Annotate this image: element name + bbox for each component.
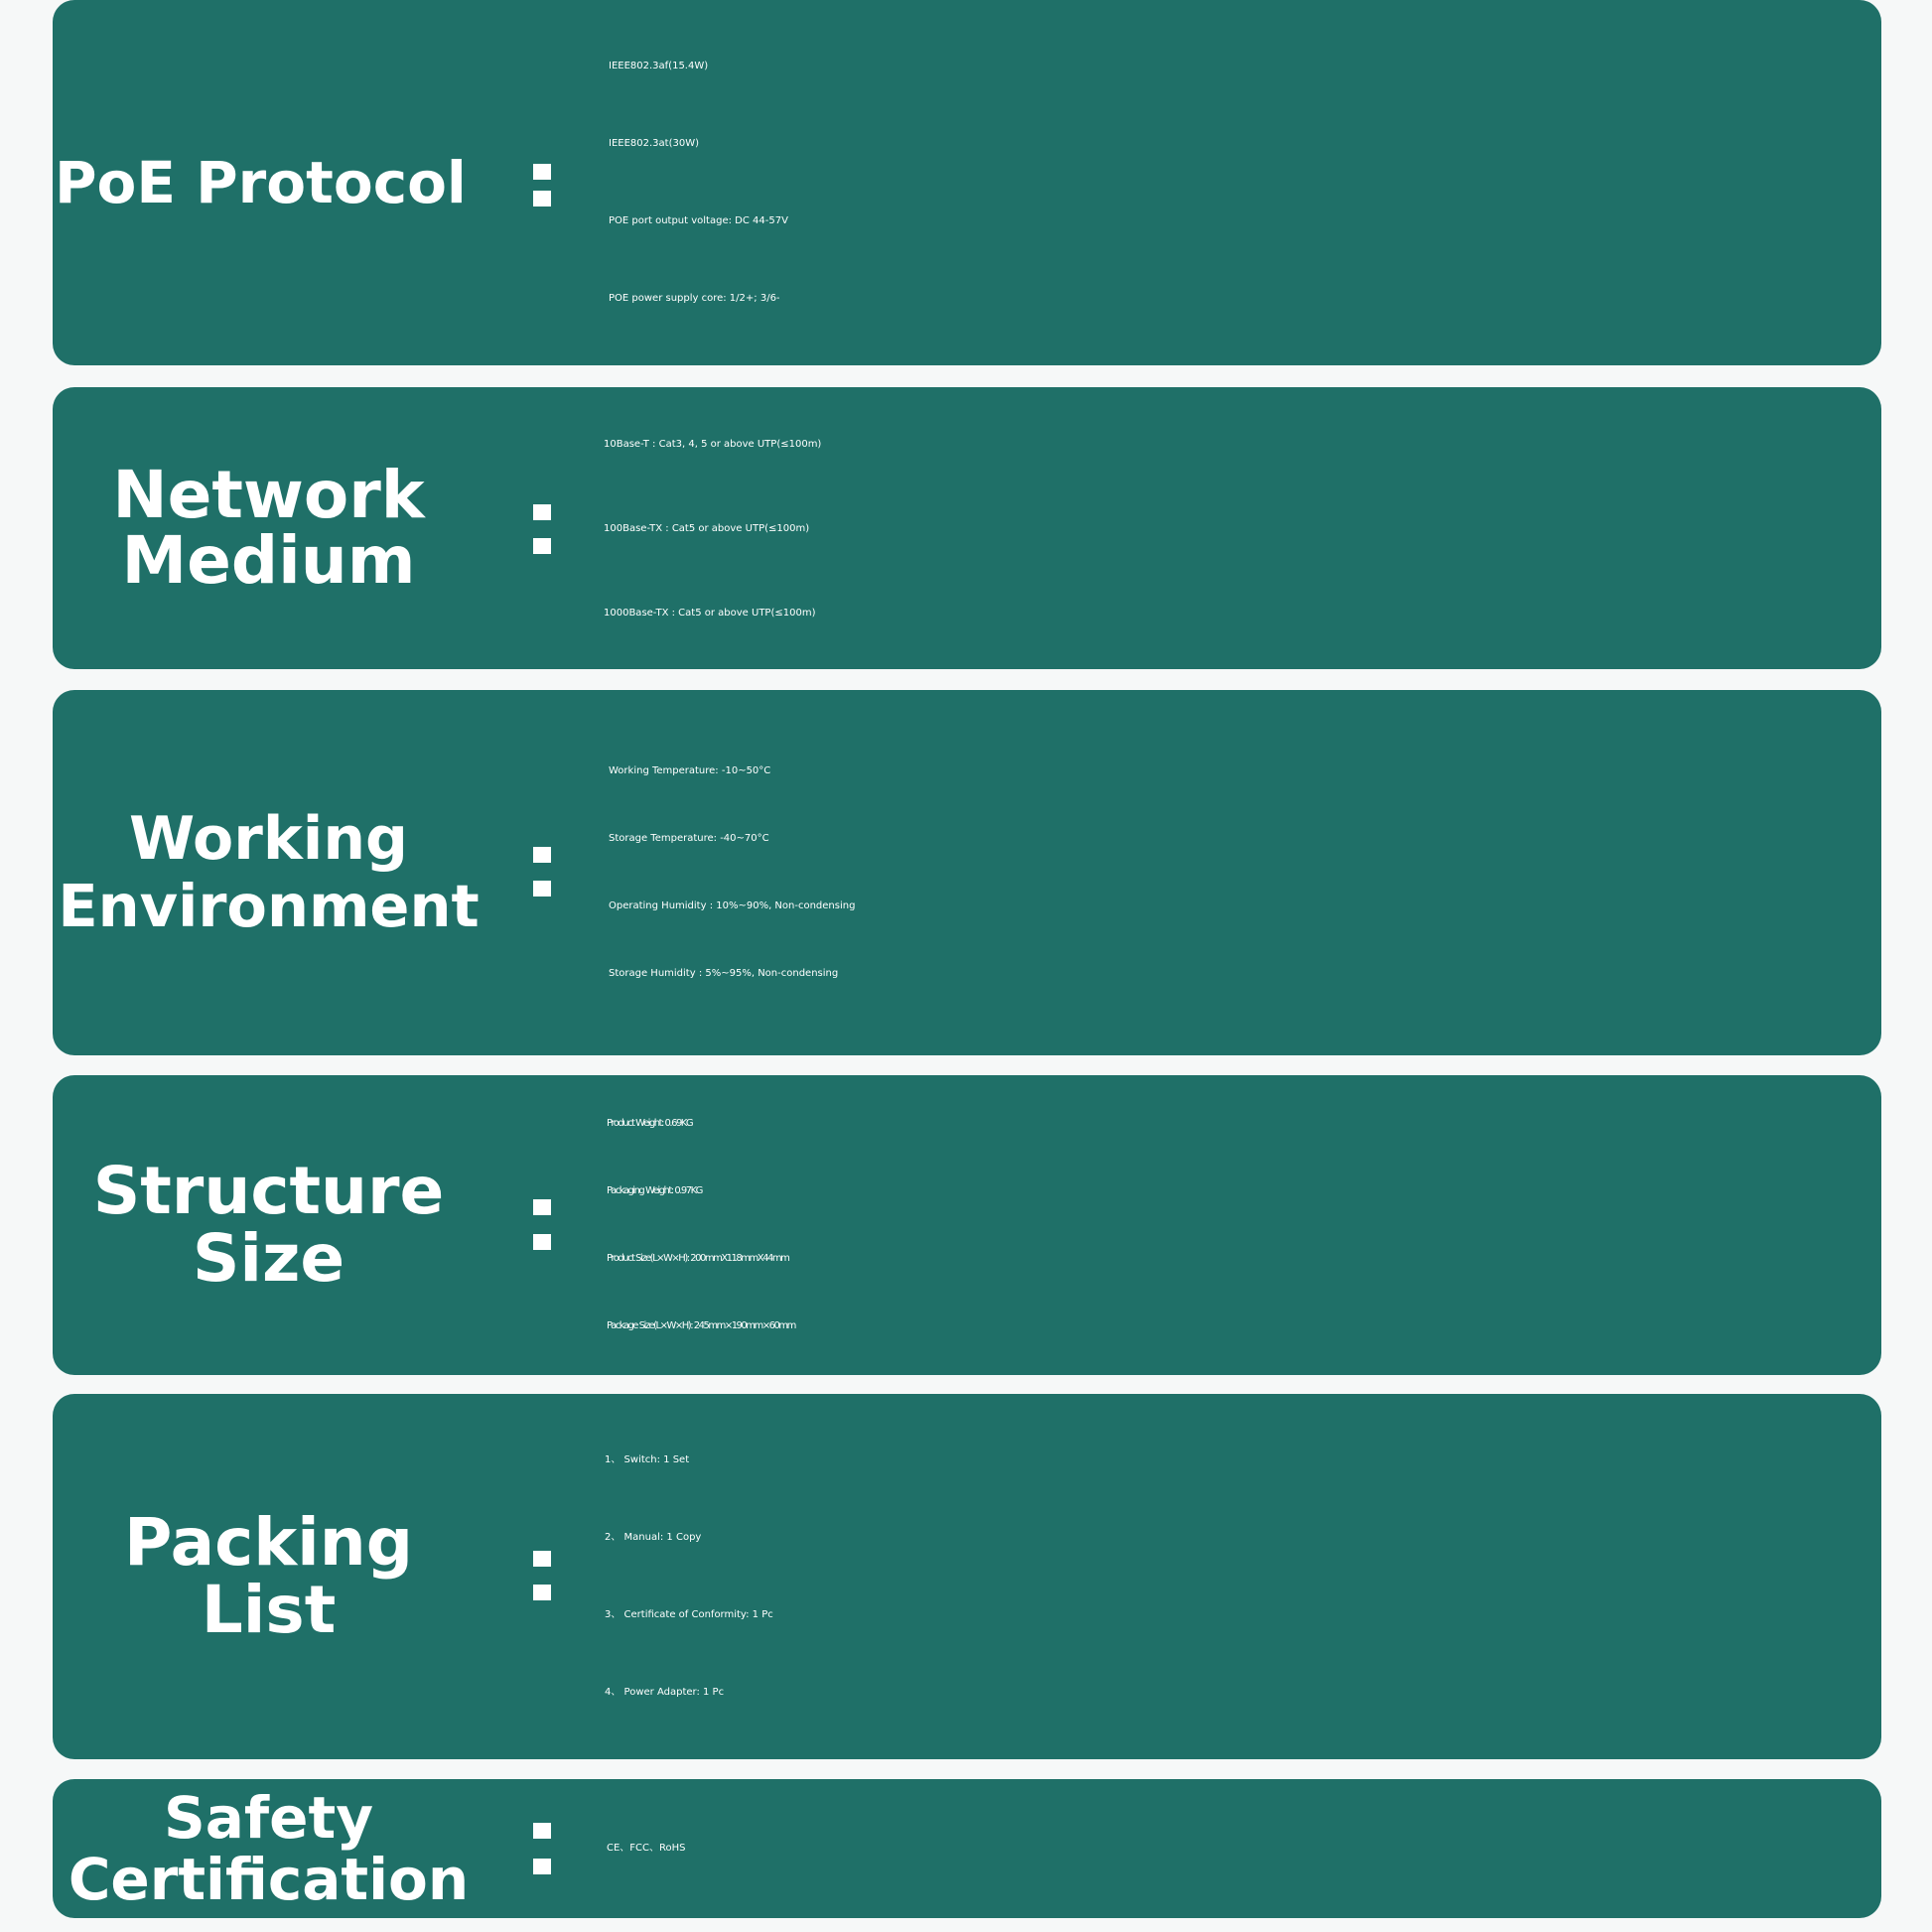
spec-label-line: Structure	[92, 1153, 445, 1229]
spec-panel-structure-size	[53, 1075, 1881, 1375]
spec-label	[53, 690, 484, 1055]
spec-label	[53, 1779, 484, 1918]
spec-panel-poe-protocol	[53, 0, 1881, 365]
spec-value: Storage Humidity : 5%~95%, Non-condensing	[609, 968, 839, 979]
spec-value: 1000Base-TX : Cat5 or above UTP(≤100m)	[604, 607, 816, 619]
spec-value: 1、 Switch: 1 Set	[605, 1454, 690, 1465]
spec-label-line: PoE Protocol	[55, 149, 467, 216]
spec-value: Operating Humidity : 10%~90%, Non-condensing	[609, 900, 856, 911]
spec-label-line: Safety	[163, 1784, 373, 1852]
spec-value: 4、 Power Adapter: 1 Pc	[605, 1687, 725, 1698]
spec-values	[609, 690, 1881, 1055]
spec-panel-packing-list	[53, 1394, 1881, 1759]
spec-values	[607, 1779, 1881, 1918]
spec-value: Packaging Weight: 0.97KG	[607, 1185, 702, 1196]
spec-values	[604, 387, 1881, 669]
colon-separator	[533, 1394, 559, 1759]
spec-value: Product Size(L×W×H): 200mmX118mmX44mm	[607, 1253, 789, 1264]
spec-label	[53, 1075, 484, 1375]
spec-value: 10Base-T : Cat3, 4, 5 or above UTP(≤100m)	[604, 438, 822, 450]
colon-separator	[533, 690, 559, 1055]
spec-label-line: Environment	[58, 872, 480, 940]
spec-label-line: Medium	[121, 522, 416, 599]
spec-label-line: Size	[192, 1220, 345, 1297]
spec-label-line: Packing	[123, 1504, 413, 1581]
spec-value: IEEE802.3af(15.4W)	[609, 61, 709, 71]
colon-separator	[533, 0, 559, 365]
spec-label-line: Certification	[68, 1846, 470, 1913]
spec-value: 3、 Certificate of Conformity: 1 Pc	[605, 1609, 773, 1620]
spec-value: 2、 Manual: 1 Copy	[605, 1532, 702, 1543]
spec-label	[53, 0, 486, 365]
spec-value: POE port output voltage: DC 44-57V	[609, 215, 788, 226]
colon-separator	[533, 1075, 559, 1375]
spec-value: Storage Temperature: -40~70°C	[609, 833, 769, 844]
colon-separator	[533, 387, 559, 669]
spec-label-line: List	[201, 1572, 337, 1648]
spec-panel-network-medium	[53, 387, 1881, 669]
spec-label	[53, 1394, 484, 1759]
spec-value: 100Base-TX : Cat5 or above UTP(≤100m)	[604, 522, 810, 534]
spec-panel-working-environment	[53, 690, 1881, 1055]
spec-value: Working Temperature: -10~50°C	[609, 765, 771, 776]
spec-values	[609, 0, 1881, 365]
spec-value: Package Size(L×W×H): 245mm×190mm×60mm	[607, 1320, 795, 1331]
spec-panel-safety-certification	[53, 1779, 1881, 1918]
spec-value: Product Weight: 0.69KG	[607, 1118, 693, 1129]
spec-label-line: Network	[112, 457, 425, 533]
colon-separator	[533, 1779, 559, 1918]
spec-value: IEEE802.3at(30W)	[609, 138, 699, 149]
spec-value: CE、FCC、RoHS	[607, 1843, 686, 1854]
spec-label-line: Working	[129, 804, 408, 874]
spec-values	[607, 1075, 1881, 1375]
spec-values	[605, 1394, 1881, 1759]
spec-label	[53, 387, 484, 669]
spec-value: POE power supply core: 1/2+; 3/6-	[609, 293, 780, 304]
